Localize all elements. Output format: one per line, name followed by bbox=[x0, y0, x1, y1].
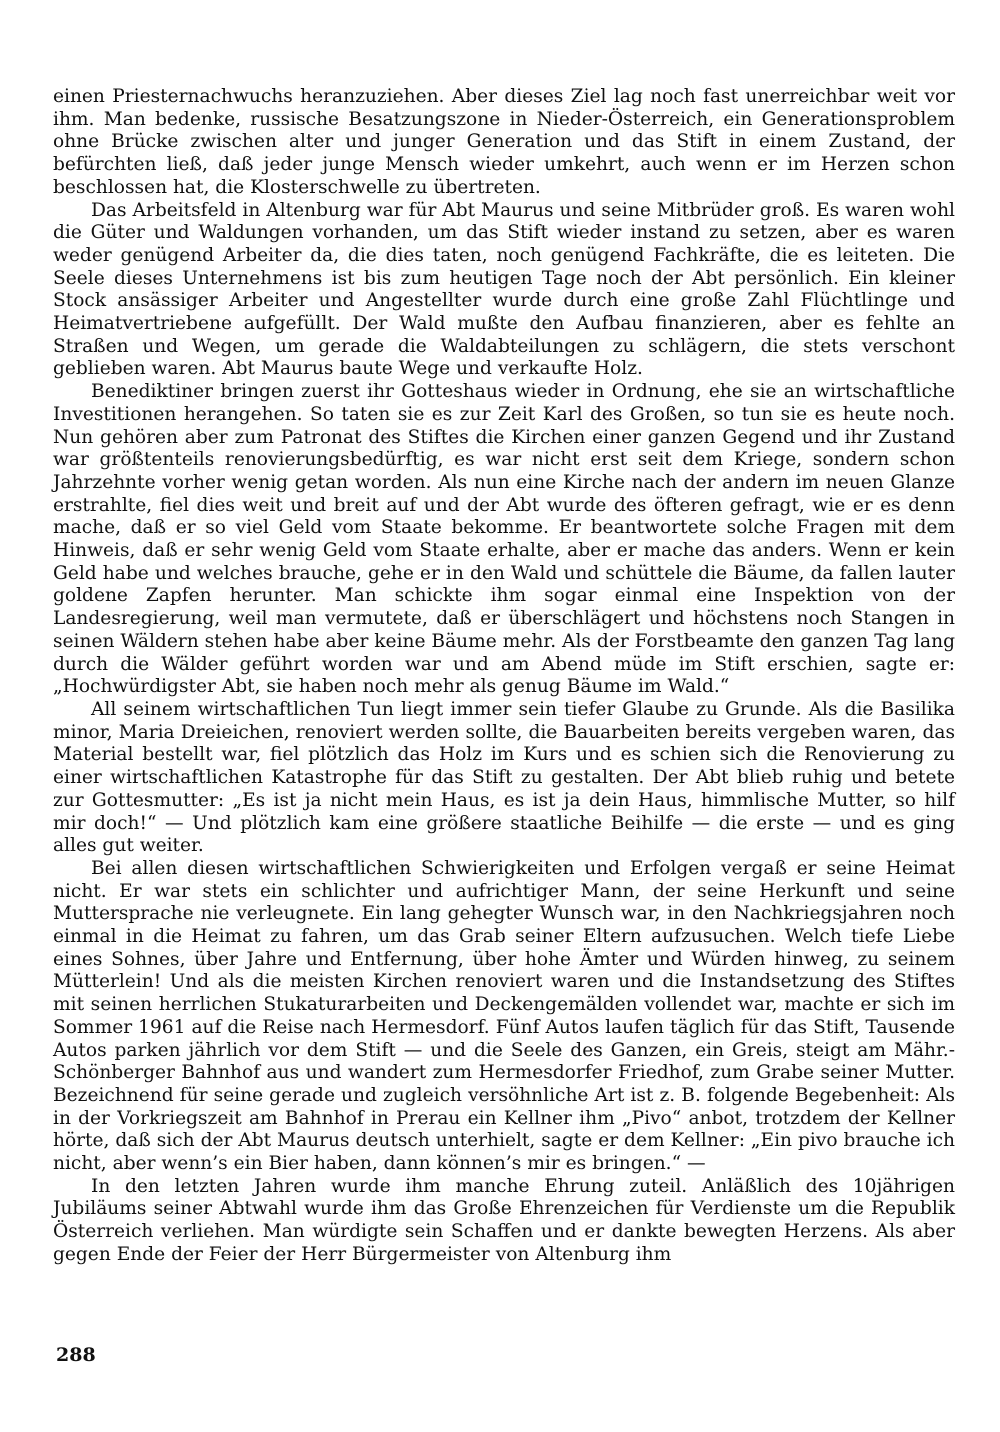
paragraph-4: All seinem wirtschaftlichen Tun liegt immer sein tiefer Glaube zu Grunde. Als die Basilika minor, Maria Dreieichen, renoviert werden sollte, die Bauarbeiten bereits vergeben waren, das Material bestellt war, fiel plötzlich das Holz im Kurs und es schien sich die Renovierung zu einer wirtschaftlichen Katastrophe für das Stift zu gestalten. Der Abt blieb ruhig und betete zur Gottesmutter: „Es ist ja nicht mein Haus, es ist ja dein Haus, himmlische Mutter, so hilf mir doch!“ — Und plötzlich kam eine größere staatliche Beihilfe — die erste — und es ging alles gut weiter. bbox=[53, 698, 955, 857]
page-number: 288 bbox=[56, 1344, 96, 1366]
paragraph-2: Das Arbeitsfeld in Altenburg war für Abt Maurus und seine Mitbrüder groß. Es waren wohl die Güter und Waldungen vorhanden, um das Stift wieder instand zu setzen, aber es waren weder genügend Arbeiter da, die dies taten, noch genügend Fachkräfte, die es leiteten. Die Seele dieses Unternehmens ist bis zum heutigen Tage noch der Abt persönlich. Ein kleiner Stock ansässiger Arbeiter und Angestellter wurde durch eine große Zahl Flüchtlinge und Heimatvertriebene aufgefüllt. Der Wald mußte den Aufbau finanzieren, aber es fehlte an Straßen und Wegen, um gerade die Waldabteilungen zu schlägern, die stets verschont geblieben waren. Abt Maurus baute Wege und verkaufte Holz. bbox=[53, 199, 955, 380]
page-text bbox=[53, 86, 955, 1267]
paragraph-3: Benediktiner bringen zuerst ihr Gotteshaus wieder in Ordnung, ehe sie an wirtschaftliche Investitionen herangehen. So taten sie es zur Zeit Karl des Großen, so tun sie es heute noch. Nun gehören aber zum Patronat des Stiftes die Kirchen einer ganzen Gegend und ihr Zustand war größtenteils renovierungsbedürftig, es war nicht erst seit dem Kriege, sondern schon Jahrzehnte vorher wenig getan worden. Als nun eine Kirche nach der andern im neuen Glanze erstrahlte, fiel dies weit und breit auf und der Abt wurde des öfteren gefragt, wie er es denn mache, daß er so viel Geld vom Staate bekomme. Er beantwortete solche Fragen mit dem Hinweis, daß er sehr wenig Geld vom Staate erhalte, aber er mache das anders. Wenn er kein Geld habe und welches brauche, gehe er in den Wald und schüttele die Bäume, da fallen lauter goldene Zapfen herunter. Man schickte ihm sogar einmal eine Inspektion von der Landesregierung, weil man vermutete, daß er überschlägert und höchstens noch Stangen in seinen Wäldern stehen habe aber keine Bäume mehr. Als der Forstbeamte den ganzen Tag lang durch die Wälder geführt worden war und am Abend müde im Stift erschien, sagte er: „Hochwürdigster Abt, sie haben noch mehr als genug Bäume im Wald.“ bbox=[53, 381, 955, 698]
paragraph-5: Bei allen diesen wirtschaftlichen Schwierigkeiten und Erfolgen vergaß er seine Heimat nicht. Er war stets ein schlichter und aufrichtiger Mann, der seine Herkunft und seine Muttersprache nie verleugnete. Ein lang gehegter Wunsch war, in den Nachkriegsjahren noch einmal in die Heimat zu fahren, um das Grab seiner Eltern aufzusuchen. Welch tiefe Liebe eines Sohnes, über Jahre und Entfernung, über hohe Ämter und Würden hinweg, zu seinem Mütterlein! Und als die meisten Kirchen renoviert waren und die Instandsetzung des Stiftes mit seinen herrlichen Stukaturarbeiten und Deckengemälden vollendet war, machte er sich im Sommer 1961 auf die Reise nach Hermesdorf. Fünf Autos laufen täglich für das Stift, Tausende Autos parken jährlich vor dem Stift — und die Seele des Ganzen, ein Greis, steigt am Mähr.-Schönberger Bahnhof aus und wandert zum Hermesdorfer Friedhof, zum Grabe seiner Mutter. Bezeichnend für seine gerade und zugleich versöhnliche Art ist z. B. folgende Begebenheit: Als in der Vorkriegszeit am Bahnhof in Prerau ein Kellner ihm „Pivo“ anbot, trotzdem der Kellner hörte, daß sich der Abt Maurus deutsch unterhielt, sagte er dem Kellner: „Ein pivo brauche ich nicht, aber wenn’s ein Bier haben, dann können’s mir es bringen.“ — bbox=[53, 857, 955, 1175]
paragraph-6: In den letzten Jahren wurde ihm manche Ehrung zuteil. Anläßlich des 10jährigen Jubiläums seiner Abtwahl wurde ihm das Große Ehrenzeichen für Verdienste um die Republik Österreich verliehen. Man würdigte sein Schaffen und er dankte bewegten Herzens. Als aber gegen Ende der Feier der Herr Bürgermeister von Altenburg ihm bbox=[53, 1175, 955, 1265]
paragraph-1: einen Priesternachwuchs heranzuziehen. Aber dieses Ziel lag noch fast unerreichbar weit vor ihm. Man bedenke, russische Besatzungszone in Nieder-Österreich, ein Generationsproblem ohne Brücke zwischen alter und junger Generation und das Stift in einem Zustand, der befürchten ließ, daß jeder junge Mensch wieder umkehrt, auch wenn er im Herzen schon beschlossen hat, die Klosterschwelle zu übertreten. bbox=[53, 86, 955, 198]
